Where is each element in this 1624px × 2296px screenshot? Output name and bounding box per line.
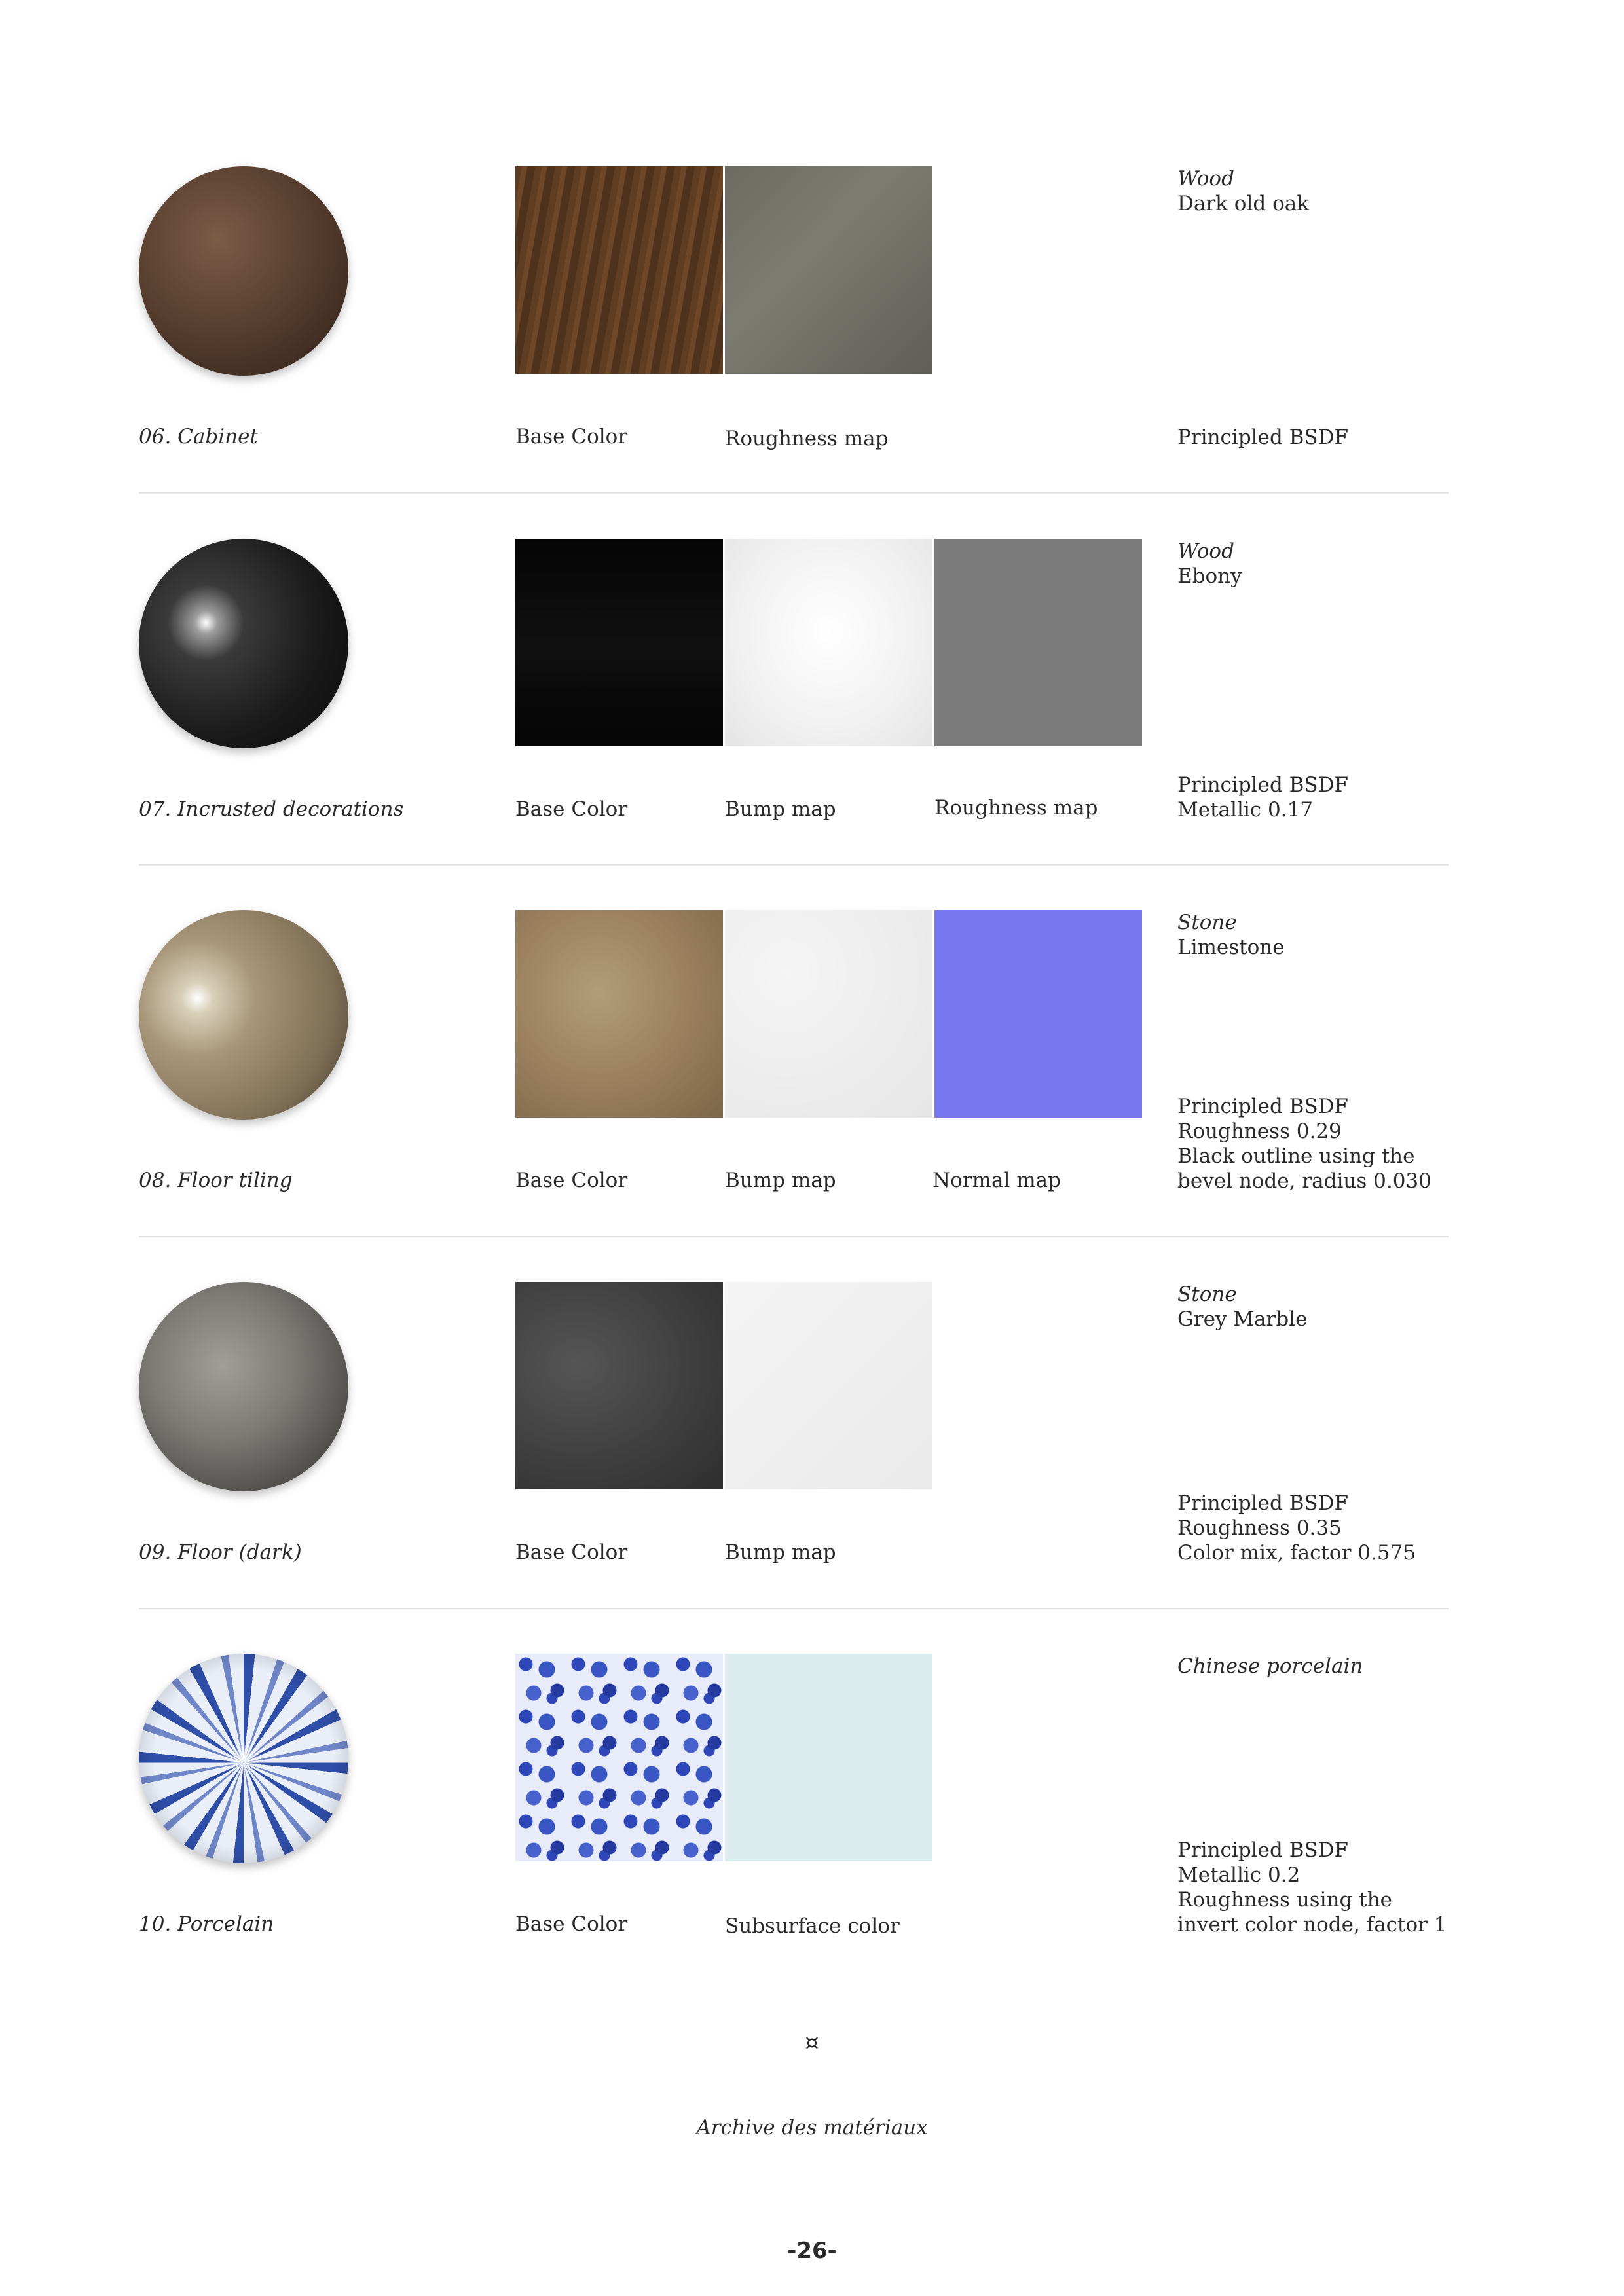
material-sphere-limestone	[139, 910, 348, 1120]
material-sphere-porcelain	[139, 1654, 348, 1863]
map-label: Base Color	[515, 797, 628, 821]
ornament-icon: ¤	[805, 2030, 819, 2056]
material-row-10	[0, 1654, 1624, 2020]
material-properties: Principled BSDF Roughness 0.29 Black outline using the bevel node, radius 0.030	[1177, 1095, 1431, 1193]
material-name: 08. Floor tiling	[139, 1169, 293, 1192]
material-description: Dark old oak	[1177, 192, 1310, 215]
map-label: Base Color	[515, 1169, 628, 1192]
material-category: Wood	[1177, 167, 1234, 191]
material-name: 06. Cabinet	[139, 425, 258, 448]
texture-bump-map	[725, 1282, 932, 1489]
material-info	[1177, 910, 1285, 960]
material-category: Wood	[1177, 539, 1234, 563]
material-category: Stone	[1177, 1283, 1237, 1306]
material-info	[1177, 1282, 1307, 1332]
material-row-08	[0, 910, 1624, 1277]
material-properties: Principled BSDF	[1177, 426, 1349, 449]
texture-base-color	[515, 1654, 723, 1861]
material-category: Chinese porcelain	[1177, 1654, 1363, 1678]
material-sphere-ebony	[139, 539, 348, 748]
material-info	[1177, 166, 1309, 216]
map-label: Base Color	[515, 425, 628, 448]
map-label: Base Color	[515, 1912, 628, 1936]
row-divider	[139, 864, 1449, 866]
map-label: Subsurface color	[725, 1914, 900, 1938]
material-properties: Principled BSDF Roughness 0.35 Color mix, factor 0.575	[1177, 1491, 1416, 1565]
material-name: 09. Floor (dark)	[139, 1540, 302, 1564]
row-divider	[139, 492, 1449, 494]
material-info	[1177, 539, 1242, 589]
texture-base-color	[515, 1282, 723, 1489]
map-label: Roughness map	[725, 427, 889, 450]
material-row-07	[0, 539, 1624, 905]
material-row-06	[0, 166, 1624, 533]
row-divider	[139, 1608, 1449, 1609]
texture-bump-map	[725, 539, 932, 746]
material-name: 10. Porcelain	[139, 1912, 274, 1936]
material-description: Limestone	[1177, 936, 1285, 959]
material-sphere-marble	[139, 1282, 348, 1491]
map-label: Bump map	[725, 797, 836, 821]
map-label: Bump map	[725, 1540, 836, 1564]
texture-roughness-map	[725, 166, 932, 374]
texture-bump-map	[725, 910, 932, 1118]
texture-roughness-map	[934, 539, 1142, 746]
material-row-09	[0, 1282, 1624, 1649]
footer-title: Archive des matériaux	[696, 2116, 928, 2140]
texture-base-color	[515, 539, 723, 746]
material-name: 07. Incrusted decorations	[139, 797, 404, 821]
page-number: -26-	[787, 2238, 837, 2264]
material-properties: Principled BSDF Metallic 0.2 Roughness using the invert color node, factor 1	[1177, 1838, 1447, 1937]
material-info	[1177, 1654, 1363, 1679]
material-properties: Principled BSDF Metallic 0.17	[1177, 773, 1349, 822]
texture-subsurface-color	[725, 1654, 932, 1861]
map-label: Base Color	[515, 1540, 628, 1564]
map-label: Roughness map	[934, 796, 1098, 820]
map-label: Normal map	[932, 1169, 1061, 1192]
material-description: Ebony	[1177, 564, 1242, 588]
material-sphere-oak	[139, 166, 348, 376]
map-label: Bump map	[725, 1169, 836, 1192]
texture-base-color	[515, 910, 723, 1118]
material-category: Stone	[1177, 911, 1237, 934]
material-description: Grey Marble	[1177, 1307, 1308, 1331]
texture-normal-map	[934, 910, 1142, 1118]
texture-base-color	[515, 166, 723, 374]
row-divider	[139, 1236, 1449, 1237]
